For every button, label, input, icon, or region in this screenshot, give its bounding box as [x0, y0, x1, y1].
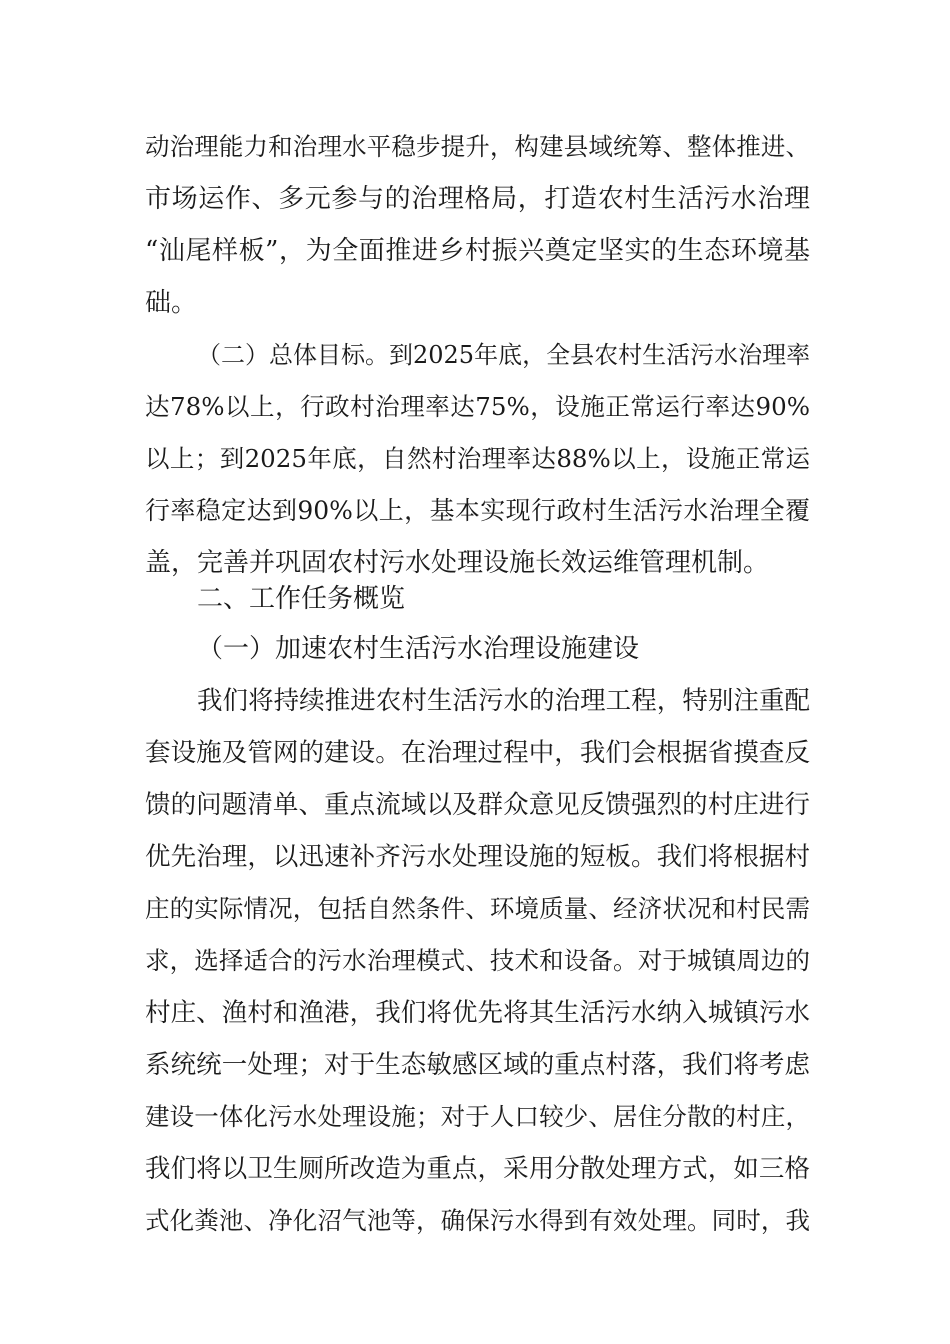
- paragraph-line: （二）总体目标。到2025年底，全县农村生活污水治理率: [197, 341, 811, 369]
- paragraph-line: 以上；到2025年底，自然村治理率达88%以上，设施正常运: [145, 444, 810, 473]
- paragraph-line: 式化粪池、净化沼气池等，确保污水得到有效处理。同时，我: [145, 1206, 810, 1235]
- paragraph-line: 行率稳定达到90%以上，基本实现行政村生活污水治理全覆: [145, 496, 810, 525]
- paragraph-line: 我们将持续推进农村生活污水的治理工程，特别注重配: [197, 686, 810, 716]
- paragraph-line: 我们将以卫生厕所改造为重点，采用分散处理方式，如三格: [145, 1154, 810, 1184]
- subsection-heading: （一）加速农村生活污水治理设施建设: [197, 634, 640, 664]
- paragraph-line: 动治理能力和治理水平稳步提升，构建县域统筹、整体推进、: [145, 132, 810, 161]
- paragraph-line: 套设施及管网的建设。在治理过程中，我们会根据省摸查反: [145, 738, 810, 768]
- paragraph-line: 达78%以上，行政村治理率达75%，设施正常运行率达90%: [145, 392, 810, 421]
- paragraph-line: 盖，完善并巩固农村污水处理设施长效运维管理机制。: [145, 548, 770, 578]
- paragraph-line: 市场运作、多元参与的治理格局，打造农村生活污水治理: [145, 184, 810, 214]
- paragraph-line: 础。: [145, 288, 198, 318]
- paragraph-line: 建设一体化污水处理设施；对于人口较少、居住分散的村庄，: [145, 1102, 810, 1131]
- paragraph-line: 系统统一处理；对于生态敏感区域的重点村落，我们将考虑: [145, 1050, 810, 1080]
- paragraph-line: 求，选择适合的污水治理模式、技术和设备。对于城镇周边的: [145, 946, 810, 975]
- paragraph-line: 村庄、渔村和渔港，我们将优先将其生活污水纳入城镇污水: [145, 998, 810, 1028]
- paragraph-line: 优先治理，以迅速补齐污水处理设施的短板。我们将根据村: [145, 842, 810, 872]
- paragraph-line: 庄的实际情况，包括自然条件、环境质量、经济状况和村民需: [145, 894, 810, 923]
- section-heading: 二、工作任务概览: [197, 584, 406, 614]
- paragraph-line: “汕尾样板”，为全面推进乡村振兴奠定坚实的生态环境基: [145, 236, 810, 266]
- paragraph-line: 馈的问题清单、重点流域以及群众意见反馈强烈的村庄进行: [145, 790, 810, 820]
